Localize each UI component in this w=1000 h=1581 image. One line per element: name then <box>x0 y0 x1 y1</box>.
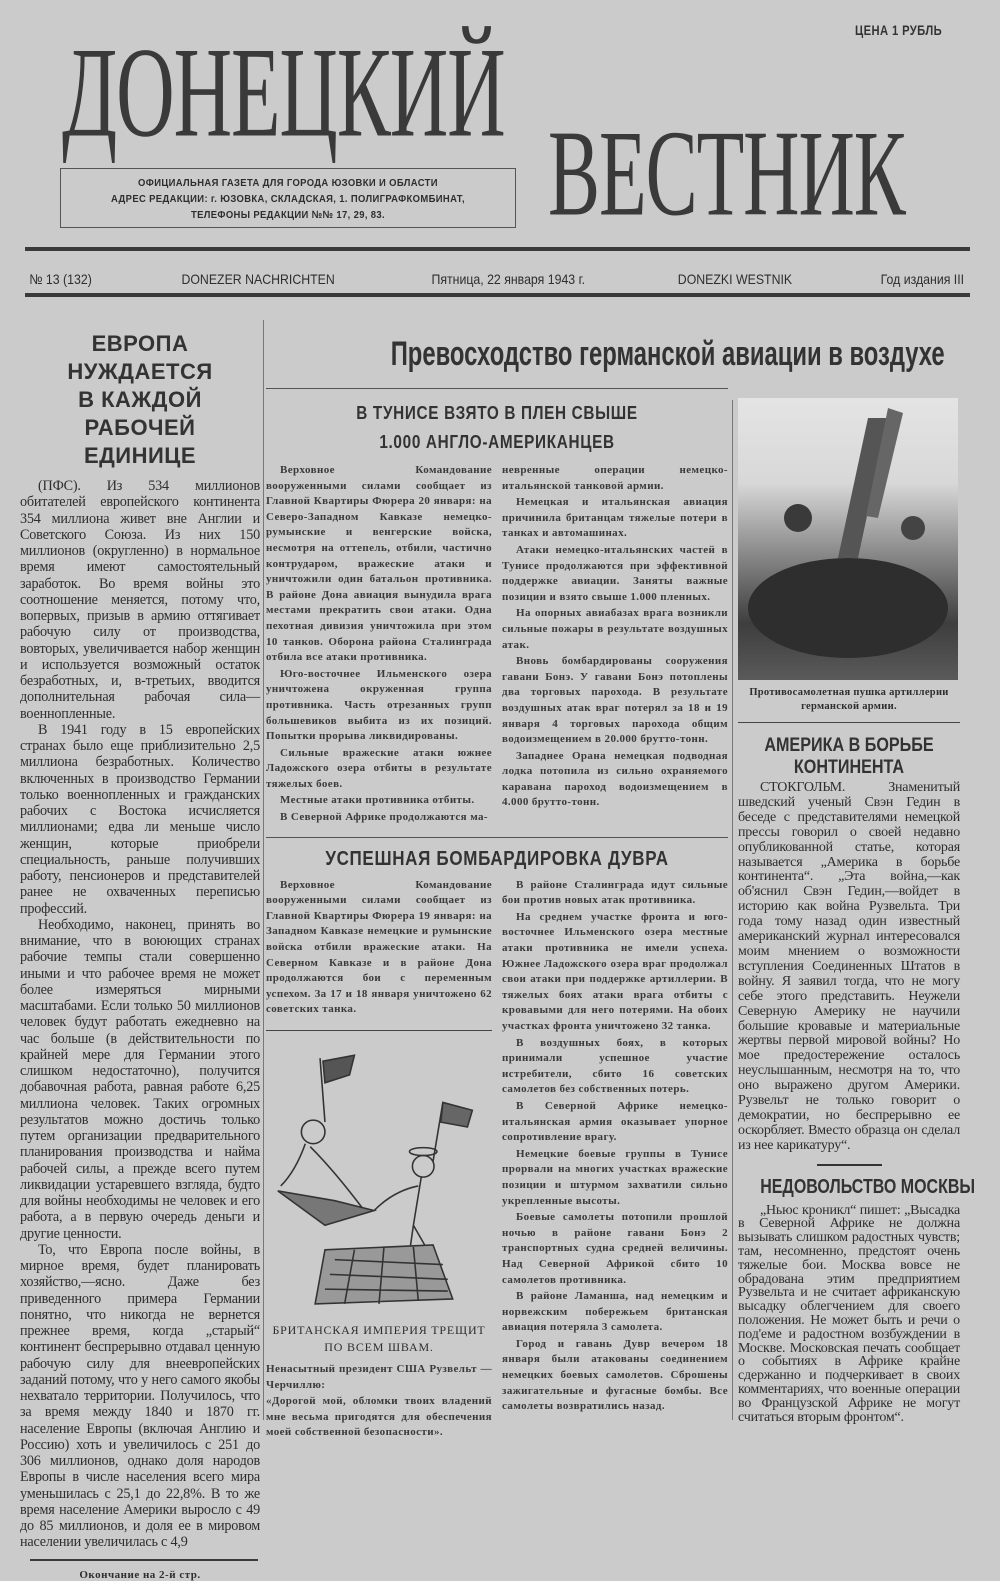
cartoon-text <box>266 1362 492 1441</box>
left-article-headline <box>20 330 260 470</box>
german-title: DONEZER NACHRICHTEN <box>181 271 335 287</box>
column-divider <box>732 400 733 1420</box>
translit-title: DONEZKI WESTNIK <box>677 271 793 287</box>
paragraph: Немецкие боевые группы в Тунисе прорвали на многих участках вражеские позиции и штурмом захватили сильно укрепленные высоты. <box>502 1147 728 1207</box>
column-divider <box>263 320 264 1420</box>
tunis-headline <box>266 399 728 457</box>
paragraph: Боевые самолеты потопили прошлой ночью в районе гавани Бонэ 2 транспортных судна средней величины. Над Северной Африкой сбито 10 самолетов противника. <box>502 1211 728 1286</box>
dover-left-stack <box>266 878 492 1442</box>
right-column <box>738 398 976 1425</box>
headline-line: АМЕРИКА В БОРЬБЕ <box>764 735 934 756</box>
divider <box>25 247 970 251</box>
info-line: ТЕЛЕФОНЫ РЕДАКЦИИ №№ 17, 29, 83. <box>190 209 386 221</box>
paragraph: Город и гавань Дувр вечером 18 января были атакованы соединением немецких боевых самолетов. Сброшены зажигательные и фугасные бомбы. Все самолеты возвратились назад. <box>502 1337 728 1413</box>
paragraph: Необходимо, наконец, принять во внимание, что в воюющих странах рабочие темпы стали совершенно иными и что рабочее время не может более измеряться мирными масштабами. Если только 50 миллионов человек будут работать ежедневно на час больше (в действительности по крайней мере для Германии этого слишком недостаточно), получится добавочная работа, равная работе 6,25 миллиона человек. Таких огромных результатов можно достичь только путем организации предварительного планирования производства и найма рабочей силы, а прежде всего путем ликвидации устаревшего взгляда, будто для войны необходимы не человек и его работа, а в первую очередь деньги и другие ценности. <box>20 916 260 1242</box>
paragraph: (ПФС). Из 534 миллионов обитателей европейского континента 354 миллиона живет вне Англии и Советского Союза. Из них 150 миллионов (округленно) в нормальное время имеют самостоятельный заработок. Во время войны это соотношение меняется, потому что, вопервых, призыв в армию оттягивает рабочую силу от производства, вовторых, увеличивается набор женщин и используется возможный остаток безработных, и, в-третьих, вводится дополнительная рабочая сила—военнопленные. <box>20 478 260 722</box>
headline-text: НЕДОВОЛЬСТВО МОСКВЫ <box>760 1175 976 1198</box>
publisher-info-box <box>60 168 516 228</box>
paragraph: „Ньюс кроникл“ пишет: „Высадка в Северной Африке не должна вызывать слишком радостных чувств; там, несомненно, предстоят очень тяжелые бои. Москва вовсе не обрадована этим предприятием Рузвельта и не считает африканскую высадку облегчением для своего положения. Не может быть и речи о под'еме и радостном возбуждении в Москве. Московская печать сообщает о событиях в Африке крайне сдержанно и подчеркивает в своих комментариях, что военные операции во Французской Африке не могут считаться вторым фронтом“. <box>738 1202 960 1425</box>
main-headline <box>272 334 962 374</box>
paragraph: На опорных авиабазах врага возникли сильные пожары в результате воздушных атак. <box>502 607 728 651</box>
america-headline <box>738 735 960 779</box>
masthead-bar <box>25 271 970 287</box>
paragraph: СТОКГОЛЬМ. Знаменитый шведский ученый Свэн Гедин в беседе с представителями немецкой прессы говорил о своей недавно опубликованной статье, которая называется „Америка в борьбе континента“. „Эта война,—как об'яснил Свэн Гедин,—войдет в историю как война Рузвельта. Три года тому назад один известный американский журнал интересовался моим мнением о возможности вступления Соединенных Штатов в войну. Я заявил тогда, что не могу себе этого представить. Неужели Северную Америку не научили большие кровавые и материальные жертвы первой мировой войны? Но мое предостережение осталось неуслышанным, несмотря на то, что оно выражено другом Америки. Рузвельт не только говорит о демократии, но беспрерывно ее оскорбляет. Вместо образца он сделал из нее карикатуру“. <box>738 780 960 1153</box>
cartoon-title-line: ПО ВСЕМ ШВАМ. <box>324 1340 434 1354</box>
main-headline-text: Превосходство германской авиации в воздухе <box>390 335 945 373</box>
anti-aircraft-gun-photo <box>738 398 958 680</box>
paragraph: «Дорогой мой, обломки твоих владений мне весьма пригодятся для обеспечения моей собственной безопасности». <box>266 1395 492 1439</box>
cartoon-title-line: БРИТАНСКАЯ ИМПЕРИЯ ТРЕЩИТ <box>272 1323 486 1337</box>
info-line: ОФИЦИАЛЬНАЯ ГАЗЕТА ДЛЯ ГОРОДА ЮЗОВКИ И ОБЛАСТИ <box>138 177 438 189</box>
divider <box>738 722 960 723</box>
info-line: АДРЕС РЕДАКЦИИ: г. ЮЗОВКА, СКЛАДСКАЯ, 1. ПОЛИГРАФКОМБИНАТ, <box>111 193 465 205</box>
america-body <box>738 781 960 1154</box>
paragraph: Атаки немецко-итальянских частей в Тунисе продолжаются при эффективной поддержке авиации. Заняты важные позиции и взято свыше 1.000 пленных. <box>502 543 728 603</box>
dover-column-1 <box>266 878 492 1018</box>
price-label: ЦЕНА 1 РУБЛЬ <box>855 22 943 38</box>
headline-line: В ТУНИСЕ ВЗЯТО В ПЛЕН СВЫШЕ <box>356 403 638 423</box>
paragraph: То, что Европа после войны, в мирное время, будет планировать хозяйство,—ясно. Даже без приведенного примера Германии понятно, что никогда не вернется прежнее время, когда „старый“ континент беспрерывно отдавал ценную рабочую силу для внеевропейских заданий потому, что у него самого якобы нехватало территории. Получилось, что за время между 1840 и 1870 гг. население Европы (включая Англию и Россию) хоть и увеличилось с 251 до 306 миллионов, однако доля народов Европы в числе населения всего мира уменьшилась с 25,1 до 22,8%. В то же время население Америки выросло с 49 до 85 миллионов, и доля ее в мировом населении увеличилась с 4,9 <box>20 1241 260 1551</box>
dover-column-2 <box>502 878 728 1416</box>
paragraph: Немецкая и итальянская авиация причинила британцам тяжелые потери в танках и автомашинах. <box>502 496 728 540</box>
divider <box>817 1164 882 1166</box>
paragraph: Юго-восточнее Ильменского озера уничтожена окруженная группа противника. Часть отрезанных групп большевиков выбита из их позиций. Попытки прорыва ликвидированы. <box>266 667 492 743</box>
headline-line: ЕДИНИЦЕ <box>83 443 197 468</box>
divider <box>266 1030 492 1031</box>
headline-line: 1.000 АНГЛО-АМЕРИКАНЦЕВ <box>379 432 615 452</box>
divider <box>266 837 728 838</box>
dover-headline <box>266 846 728 872</box>
paragraph: В Северной Африке продолжаются ма- <box>280 811 488 824</box>
headline-line: В КАЖДОЙ РАБОЧЕЙ <box>78 387 202 440</box>
left-article-body <box>20 478 260 1551</box>
dover-columns <box>266 878 728 1442</box>
moscow-body <box>738 1204 960 1425</box>
paragraph: Вновь бомбардированы сооружения гавани Бонэ. У гавани Бонэ потоплены два торговых парохода. В результате воздушных атак враг потерял за 18 и 19 января 4 торговых парохода общим водоизмещением в 20.000 брутто-тонн. <box>502 655 728 746</box>
paragraph: невренные операции немецко-итальянской танковой армии. <box>502 464 728 492</box>
paragraph: Верховное Командование вооруженными силами сообщает из Главной Квартиры Фюрера 19 января: на Западном Кавказе немецкие и румынские войска отбили вражеские атаки. На Северном Кавказе и в районе Дона продолжаются бои с переменным успехом. За 17 и 18 января уничтожено 62 советских танка. <box>266 878 492 1016</box>
headline-text: УСПЕШНАЯ БОМБАРДИРОВКА ДУВРА <box>325 847 669 870</box>
middle-column <box>266 388 728 1442</box>
left-column <box>20 330 260 1581</box>
tunis-columns <box>266 463 728 827</box>
headline-line: ЕВРОПА НУЖДАЕТСЯ <box>67 331 213 384</box>
issue-date: Пятница, 22 января 1943 г. <box>431 271 585 287</box>
moscow-headline <box>738 1174 976 1200</box>
paragraph: В воздушных боях, в которых принимали успешное участие истребители, сбито 16 советских самолетов без собственных потерь. <box>502 1036 728 1096</box>
publication-year: Год издания III <box>880 271 965 287</box>
photo-image <box>738 398 958 680</box>
divider <box>25 293 970 297</box>
cartoon-title <box>266 1322 492 1356</box>
divider <box>30 1559 258 1561</box>
headline-line: КОНТИНЕНТА <box>793 757 905 778</box>
tunis-column-2 <box>502 463 728 812</box>
paragraph: Местные атаки противника отбиты. <box>280 794 475 807</box>
paragraph: Сильные вражеские атаки южнее Ладожского озера отбиты в результате тяжелых боев. <box>266 746 492 790</box>
newspaper-title-line2: ВЕСТНИК <box>548 105 905 242</box>
tunis-column-1 <box>266 463 492 827</box>
photo-caption: Противосамолетная пушка артиллерии германской армии. <box>749 687 949 712</box>
paragraph: Западнее Орана немецкая подводная лодка потопила из сильно охраняемого каравана пароход водоизмещением в 4.000 брутто-тонн. <box>502 749 728 809</box>
issue-number: № 13 (132) <box>29 271 92 287</box>
paragraph: На среднем участке фронта и юго-восточнее Ильменского озера местные атаки противника не имели успеха. Южнее Ладожского озера враг продолжал свои атаки при поддержке артиллерии. В тяжелых боях атаки врага отбиты с кровавыми для него потерями. На обоих участках фронта уничтожено 32 танка. <box>502 910 728 1032</box>
paragraph: В районе Ламанша, над немецким и норвежским побережьем британская авиация потеряла 3 самолета. <box>502 1290 728 1334</box>
paragraph: Ненасытный президент США Рузвельт — Черчиллю: <box>266 1363 492 1391</box>
newspaper-title-line1: ДОНЕЦКИЙ <box>62 21 505 164</box>
paragraph: В 1941 году в 15 европейских странах было еще приблизительно 2,5 миллиона безработных. Количество включенных в производство Германии только военнопленных и гражданских рабочих с Востока исчисляется миллионами; едва ли меньше число женщин, которые приобрели специальность, раньше получивших работу, пенсионеров и представителей ранее не охваченных переписью профессий. <box>20 721 260 917</box>
continued-note: Окончание на 2-й стр. <box>79 1568 201 1581</box>
paragraph: В районе Сталинграда идут сильные бои против новых атак противника. <box>502 878 728 907</box>
divider <box>266 388 728 389</box>
paragraph: В Северной Африке немецко-итальянская армия оказывает упорное сопротивление врагу. <box>502 1099 728 1144</box>
political-cartoon-illustration <box>266 1051 492 1316</box>
paragraph: Верховное Командование вооруженными силами сообщает из Главной Квартиры Фюрера 20 января: на Северо-Западном Кавказе немецко-румынские и венгерские войска, несмотря на оттепель, отбили, частично контрударом, вражеские атаки и уничтожили один батальон противника. В районе Дона авиация вынудила врага местами прекратить свои атаки. Одна пехотная дивизия уничтожила при этом 10 танков. Оборона района Сталинграда отбила все атаки противника. <box>266 464 492 664</box>
